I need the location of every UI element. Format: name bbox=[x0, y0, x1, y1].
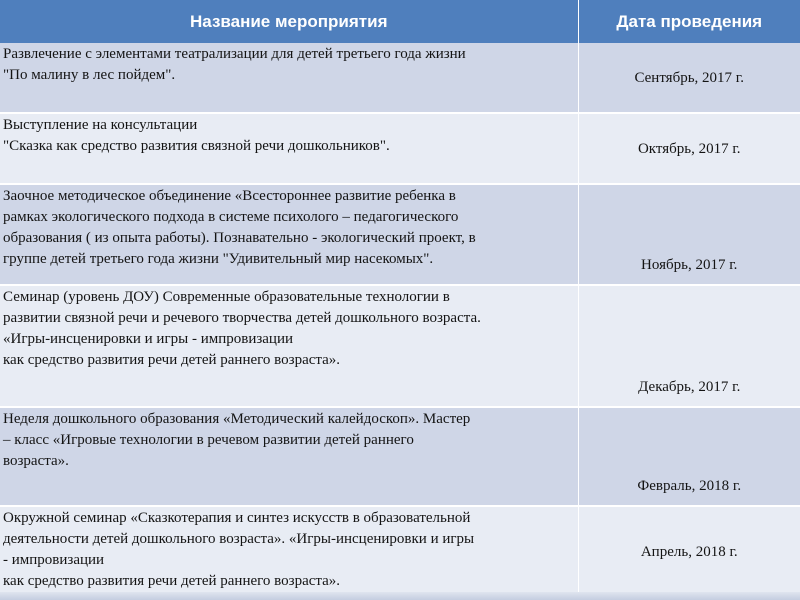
table-row bbox=[0, 184, 800, 285]
header-row bbox=[0, 0, 800, 43]
table-row bbox=[0, 43, 800, 113]
slide-bottom-strip bbox=[0, 592, 800, 600]
event-name-line: Неделя дошкольного образования «Методический калейдоскоп». Мастер bbox=[3, 411, 471, 427]
event-name-line: Окружной семинар «Сказкотерапия и синтез искусств в образовательной bbox=[3, 510, 471, 526]
event-name-line: Выступление на консультации bbox=[3, 117, 198, 133]
event-name-cell bbox=[0, 184, 578, 285]
event-name-cell bbox=[0, 113, 578, 184]
event-name-cell bbox=[0, 43, 578, 113]
event-name-line: Семинар (уровень ДОУ) Современные образовательные технологии в bbox=[3, 289, 450, 305]
table-row bbox=[0, 506, 800, 597]
event-name-line: Развлечение с элементами театрализации для детей третьего года жизни bbox=[3, 46, 466, 62]
event-name-line: образования ( из опыта работы). Познавательно - экологический проект, в bbox=[3, 230, 476, 246]
event-name-line: рамках экологического подхода в системе психолого – педагогического bbox=[3, 209, 459, 225]
table-row bbox=[0, 407, 800, 506]
event-name-line: группе детей третьего года жизни "Удивительный мир насекомых". bbox=[3, 251, 434, 267]
header-event-name: Название мероприятия bbox=[0, 0, 578, 43]
event-name-line: "По малину в лес пойдем". bbox=[3, 67, 176, 83]
event-name-line: «Игры-инсценировки и игры - импровизации bbox=[3, 331, 294, 347]
table-row bbox=[0, 113, 800, 184]
event-date-cell: Апрель, 2018 г. bbox=[578, 506, 800, 597]
event-name-line: Заочное методическое объединение «Всестороннее развитие ребенка в bbox=[3, 188, 456, 204]
event-name-cell bbox=[0, 506, 578, 597]
event-name-cell bbox=[0, 285, 578, 407]
event-date-cell: Февраль, 2018 г. bbox=[578, 407, 800, 506]
event-name-line: деятельности детей дошкольного возраста». «Игры-инсценировки и игры bbox=[3, 531, 475, 547]
event-name-line: - импровизации bbox=[3, 552, 105, 568]
event-date-cell: Декабрь, 2017 г. bbox=[578, 285, 800, 407]
event-name-line: как средство развития речи детей раннего возраста». bbox=[3, 352, 341, 368]
event-name-line: – класс «Игровые технологии в речевом развитии детей раннего bbox=[3, 432, 414, 448]
event-name-line: развитии связной речи и речевого творчества детей дошкольного возраста. bbox=[3, 310, 481, 326]
event-name-cell bbox=[0, 407, 578, 506]
event-name-line: "Сказка как средство развития связной речи дошкольников". bbox=[3, 138, 390, 154]
event-name-line: как средство развития речи детей раннего возраста». bbox=[3, 573, 341, 589]
event-date-cell: Сентябрь, 2017 г. bbox=[578, 43, 800, 113]
table-row bbox=[0, 285, 800, 407]
header-event-date: Дата проведения bbox=[578, 0, 800, 43]
event-name-line: возраста». bbox=[3, 453, 69, 469]
event-date-cell: Ноябрь, 2017 г. bbox=[578, 184, 800, 285]
event-date-cell: Октябрь, 2017 г. bbox=[578, 113, 800, 184]
